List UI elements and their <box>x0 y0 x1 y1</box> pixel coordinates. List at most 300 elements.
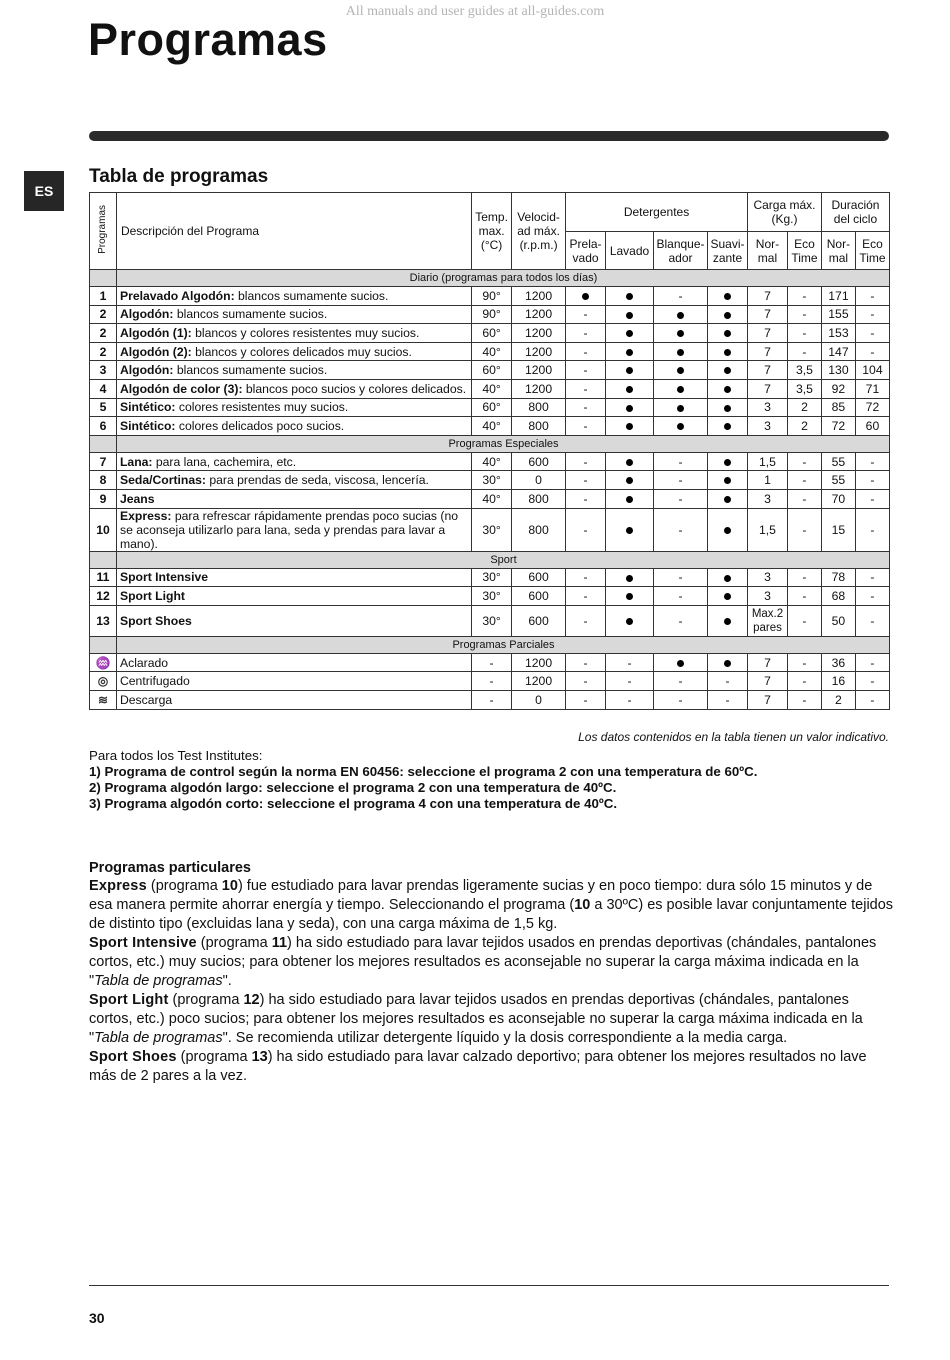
bullet-icon <box>724 349 731 356</box>
test-line: 1) Programa de control según la norma EN 60456: seleccione el programa 2 con una temperatura de 60ºC. <box>89 764 758 779</box>
table-row <box>90 672 890 691</box>
cell-temp: 30° <box>472 508 512 551</box>
col-carga: Carga máx. (Kg.) <box>747 193 821 232</box>
particular-paragraph: Sport Intensive (programa 11) ha sido estudiado para lavar tejidos usados en prendas deportivas (chándales, pantalones cortos, etc.) muy sucios; para obtener los mejores resultados es aconsejable no superar la carga máxima indicada en la "Tabla de programas". <box>89 935 877 989</box>
cell-pre: - <box>566 471 606 490</box>
col-temp: Temp. max. (°C) <box>472 193 512 270</box>
cell-lav: - <box>606 653 654 672</box>
program-description <box>116 508 471 551</box>
cell-min-eco: 60 <box>855 417 889 436</box>
bullet-icon <box>626 459 633 466</box>
bullet-icon <box>626 527 633 534</box>
cell-sua <box>708 452 748 471</box>
cell-temp: - <box>472 653 512 672</box>
cell-kg-eco: 3,5 <box>787 361 821 380</box>
title-rule <box>89 131 889 141</box>
program-detail: blancos y colores resistentes muy sucios. <box>191 325 420 340</box>
bullet-icon <box>626 312 633 319</box>
program-description <box>116 305 471 324</box>
program-description <box>116 324 471 343</box>
cell-sua <box>708 398 748 417</box>
cell-temp: 30° <box>472 605 512 636</box>
cell-rpm: 800 <box>512 417 566 436</box>
table-row <box>90 342 890 361</box>
bullet-icon <box>724 496 731 503</box>
cell-min: 153 <box>821 324 855 343</box>
cell-lav <box>606 471 654 490</box>
cell-sua <box>708 653 748 672</box>
program-name: Lana: <box>119 454 153 469</box>
cell-pre: - <box>566 672 606 691</box>
cell-bla <box>654 305 708 324</box>
cell-sua: - <box>708 690 748 709</box>
program-detail: Descarga <box>119 692 173 707</box>
program-detail: blancos sumamente sucios. <box>234 288 389 303</box>
cell-lav: - <box>606 690 654 709</box>
cell-lav: - <box>606 672 654 691</box>
program-detail: colores delicados poco sucios. <box>175 418 345 433</box>
cell-pre <box>566 287 606 306</box>
program-description <box>116 398 471 417</box>
cell-rpm: 0 <box>512 690 566 709</box>
cell-min: 171 <box>821 287 855 306</box>
section-spacer <box>90 551 117 568</box>
bullet-icon <box>724 618 731 625</box>
cell-rpm: 800 <box>512 489 566 508</box>
cell-lav <box>606 605 654 636</box>
bullet-icon <box>626 293 633 300</box>
cell-rpm: 600 <box>512 452 566 471</box>
cell-sua <box>708 361 748 380</box>
col-programas: Programas <box>90 193 117 270</box>
cell-kg-eco: 2 <box>787 417 821 436</box>
program-icon-cell <box>90 653 117 672</box>
cell-min: 72 <box>821 417 855 436</box>
bullet-icon <box>724 423 731 430</box>
cell-kg: 7 <box>747 342 787 361</box>
cell-kg: 3 <box>747 587 787 606</box>
cell-bla <box>654 417 708 436</box>
cell-bla: - <box>654 605 708 636</box>
col-duracion-eco: Eco Time <box>855 232 889 270</box>
cell-kg-eco: - <box>787 605 821 636</box>
cell-sua <box>708 605 748 636</box>
cell-temp: 30° <box>472 568 512 587</box>
cell-lav <box>606 417 654 436</box>
program-description <box>116 342 471 361</box>
cell-bla <box>654 342 708 361</box>
cell-kg-eco: - <box>787 342 821 361</box>
cell-min: 15 <box>821 508 855 551</box>
program-detail: blancos poco sucios y colores delicados. <box>242 381 467 396</box>
section-title: Programas Especiales <box>116 435 889 452</box>
cell-min-eco: - <box>855 452 889 471</box>
cell-kg: 1,5 <box>747 508 787 551</box>
cell-rpm: 0 <box>512 471 566 490</box>
cell-temp: 60° <box>472 398 512 417</box>
program-number: 6 <box>90 417 117 436</box>
cell-kg: 1,5 <box>747 452 787 471</box>
cell-lav <box>606 398 654 417</box>
col-suavizante: Suavi- zante <box>708 232 748 270</box>
program-description <box>116 672 471 691</box>
program-detail: para refrescar rápidamente prendas poco sucias (no se aconseja utilizarlo para lana, seda y prendas para lavar a mano). <box>119 508 459 551</box>
table-row <box>90 508 890 551</box>
cell-pre: - <box>566 568 606 587</box>
col-carga-eco: Eco Time <box>787 232 821 270</box>
spin-icon: ◎ <box>97 674 109 689</box>
table-heading: Tabla de programas <box>89 166 269 187</box>
section-spacer <box>90 435 117 452</box>
cell-kg-eco: 3,5 <box>787 379 821 398</box>
section-title: Programas Parciales <box>116 636 889 653</box>
cell-min-eco: - <box>855 489 889 508</box>
cell-min-eco: - <box>855 568 889 587</box>
bullet-icon <box>626 386 633 393</box>
cell-min-eco: 72 <box>855 398 889 417</box>
cell-pre: - <box>566 690 606 709</box>
cell-rpm: 1200 <box>512 379 566 398</box>
program-detail: para lana, cachemira, etc. <box>152 454 297 469</box>
bullet-icon <box>677 423 684 430</box>
cell-temp: 90° <box>472 287 512 306</box>
cell-rpm: 1200 <box>512 287 566 306</box>
program-name: Prelavado Algodón: <box>119 288 235 303</box>
cell-kg-eco: - <box>787 587 821 606</box>
program-name: Express: <box>119 508 172 523</box>
bullet-icon <box>724 477 731 484</box>
particular-paragraph: Sport Light (programa 12) ha sido estudiado para lavar tejidos usados en prendas deportivas (chándales, pantalones cortos, etc.) poco sucios; para obtener los mejores resultados es aconsejable no superar la carga máxima indicada en la "Tabla de programas". Se recomienda utilizar detergente líquido y la dosis correspondiente a la media carga. <box>89 992 863 1046</box>
section-title: Diario (programas para todos los días) <box>116 270 889 287</box>
cell-kg: 7 <box>747 379 787 398</box>
cell-sua <box>708 287 748 306</box>
cell-lav <box>606 324 654 343</box>
cell-min-eco: - <box>855 287 889 306</box>
cell-min: 130 <box>821 361 855 380</box>
bullet-icon <box>626 349 633 356</box>
cell-kg: 7 <box>747 324 787 343</box>
cell-rpm: 1200 <box>512 342 566 361</box>
cell-min-eco: 71 <box>855 379 889 398</box>
cell-pre: - <box>566 305 606 324</box>
program-description <box>116 417 471 436</box>
cell-bla: - <box>654 568 708 587</box>
program-name: Algodón: <box>119 363 174 378</box>
cell-temp: 40° <box>472 489 512 508</box>
cell-pre: - <box>566 508 606 551</box>
cell-bla: - <box>654 587 708 606</box>
section-row <box>90 636 890 653</box>
table-note: Los datos contenidos en la tabla tienen un valor indicativo. <box>578 730 889 744</box>
cell-temp: 40° <box>472 417 512 436</box>
cell-min: 85 <box>821 398 855 417</box>
program-number: 4 <box>90 379 117 398</box>
footer-rule <box>89 1285 889 1286</box>
program-description <box>116 489 471 508</box>
col-duracion: Duración del ciclo <box>821 193 889 232</box>
table-row <box>90 379 890 398</box>
cell-min-eco: - <box>855 508 889 551</box>
cell-bla: - <box>654 452 708 471</box>
cell-rpm: 600 <box>512 605 566 636</box>
table-row <box>90 452 890 471</box>
cell-temp: 30° <box>472 471 512 490</box>
cell-min: 55 <box>821 471 855 490</box>
program-number: 2 <box>90 324 117 343</box>
cell-kg-eco: - <box>787 653 821 672</box>
cell-sua <box>708 342 748 361</box>
cell-rpm: 1200 <box>512 324 566 343</box>
cell-sua <box>708 587 748 606</box>
table-row <box>90 653 890 672</box>
cell-bla: - <box>654 508 708 551</box>
program-description <box>116 605 471 636</box>
cell-min-eco: - <box>855 605 889 636</box>
bullet-icon <box>677 386 684 393</box>
cell-kg-eco: - <box>787 471 821 490</box>
program-number: 5 <box>90 398 117 417</box>
program-name: Sport Shoes <box>119 613 192 628</box>
program-description <box>116 471 471 490</box>
table-row <box>90 324 890 343</box>
col-detergentes: Detergentes <box>566 193 748 232</box>
program-number: 9 <box>90 489 117 508</box>
table-row <box>90 489 890 508</box>
bullet-icon <box>626 423 633 430</box>
cell-min: 92 <box>821 379 855 398</box>
drain-icon: ≋ <box>97 692 109 707</box>
cell-min: 36 <box>821 653 855 672</box>
cell-min-eco: - <box>855 305 889 324</box>
particular-paragraph: Sport Shoes (programa 13) ha sido estudiado para lavar calzado deportivo; para obtener los mejores resultados no lave más de 2 pares a la vez. <box>89 1049 867 1084</box>
cell-pre: - <box>566 452 606 471</box>
program-number: 7 <box>90 452 117 471</box>
cell-min: 68 <box>821 587 855 606</box>
program-icon-cell <box>90 690 117 709</box>
cell-lav <box>606 452 654 471</box>
program-description <box>116 690 471 709</box>
program-detail: colores resistentes muy sucios. <box>175 400 349 415</box>
page-title: Programas <box>88 14 328 65</box>
bullet-icon <box>724 575 731 582</box>
cell-kg: 7 <box>747 361 787 380</box>
col-descripcion: Descripción del Programa <box>116 193 471 270</box>
cell-lav <box>606 305 654 324</box>
program-name: Algodón (2): <box>119 344 192 359</box>
program-name: Sport Light <box>119 588 185 603</box>
cell-temp: 40° <box>472 342 512 361</box>
col-velocidad: Velocid- ad máx. (r.p.m.) <box>512 193 566 270</box>
cell-temp: - <box>472 672 512 691</box>
section-row <box>90 435 890 452</box>
table-row <box>90 690 890 709</box>
program-name: Algodón de color (3): <box>119 381 243 396</box>
cell-kg-eco: 2 <box>787 398 821 417</box>
table-row <box>90 287 890 306</box>
col-prelavado: Prela- vado <box>566 232 606 270</box>
table-row <box>90 568 890 587</box>
cell-kg-eco: - <box>787 452 821 471</box>
cell-temp: 40° <box>472 452 512 471</box>
bullet-icon <box>626 405 633 412</box>
bullet-icon <box>677 312 684 319</box>
cell-rpm: 800 <box>512 508 566 551</box>
table-row <box>90 417 890 436</box>
program-name: Algodón: <box>119 307 174 322</box>
bullet-icon <box>724 293 731 300</box>
bullet-icon <box>626 575 633 582</box>
program-icon-cell <box>90 672 117 691</box>
program-number: 2 <box>90 342 117 361</box>
program-name: Sintético: <box>119 418 176 433</box>
cell-min: 50 <box>821 605 855 636</box>
cell-kg: 7 <box>747 287 787 306</box>
section-spacer <box>90 636 117 653</box>
cell-kg: 7 <box>747 690 787 709</box>
cell-kg-eco: - <box>787 672 821 691</box>
cell-kg-eco: - <box>787 508 821 551</box>
program-number: 11 <box>90 568 117 587</box>
cell-kg: 7 <box>747 653 787 672</box>
bullet-icon <box>724 312 731 319</box>
section-spacer <box>90 270 117 287</box>
program-number: 10 <box>90 508 117 551</box>
cell-pre: - <box>566 587 606 606</box>
cell-bla: - <box>654 672 708 691</box>
bullet-icon <box>677 349 684 356</box>
program-name: Sport Intensive <box>119 570 209 585</box>
cell-min: 155 <box>821 305 855 324</box>
program-description <box>116 587 471 606</box>
program-detail: Aclarado <box>119 655 169 670</box>
cell-bla: - <box>654 489 708 508</box>
page-number: 30 <box>89 1310 105 1326</box>
cell-bla: - <box>654 287 708 306</box>
cell-rpm: 1200 <box>512 653 566 672</box>
program-name: Seda/Cortinas: <box>119 473 206 488</box>
cell-kg-eco: - <box>787 690 821 709</box>
cell-temp: - <box>472 690 512 709</box>
bullet-icon <box>724 367 731 374</box>
cell-pre: - <box>566 361 606 380</box>
program-description <box>116 361 471 380</box>
cell-sua <box>708 508 748 551</box>
cell-min: 16 <box>821 672 855 691</box>
cell-lav <box>606 287 654 306</box>
cell-pre: - <box>566 379 606 398</box>
bullet-icon <box>724 330 731 337</box>
cell-kg-eco: - <box>787 489 821 508</box>
programs-table <box>89 192 890 710</box>
program-detail: blancos y colores delicados muy sucios. <box>191 344 412 359</box>
cell-min-eco: - <box>855 342 889 361</box>
test-line: 3) Programa algodón corto: seleccione el programa 4 con una temperatura de 40ºC. <box>89 796 618 811</box>
cell-bla: - <box>654 471 708 490</box>
bullet-icon <box>724 593 731 600</box>
language-tab: ES <box>24 171 64 211</box>
table-body <box>90 270 890 710</box>
cell-min-eco: - <box>855 653 889 672</box>
cell-sua <box>708 568 748 587</box>
cell-rpm: 800 <box>512 398 566 417</box>
col-duracion-normal: Nor- mal <box>821 232 855 270</box>
cell-bla <box>654 361 708 380</box>
cell-bla <box>654 653 708 672</box>
bullet-icon <box>626 367 633 374</box>
program-detail: para prendas de seda, viscosa, lencería. <box>205 473 429 488</box>
cell-min-eco: - <box>855 471 889 490</box>
cell-min: 70 <box>821 489 855 508</box>
bullet-icon <box>724 405 731 412</box>
cell-lav <box>606 379 654 398</box>
bullet-icon <box>724 660 731 667</box>
program-description <box>116 379 471 398</box>
cell-rpm: 1200 <box>512 305 566 324</box>
cell-bla <box>654 324 708 343</box>
cell-pre: - <box>566 342 606 361</box>
table-row <box>90 305 890 324</box>
cell-lav <box>606 587 654 606</box>
cell-temp: 60° <box>472 361 512 380</box>
cell-sua <box>708 417 748 436</box>
bullet-icon <box>724 386 731 393</box>
cell-lav <box>606 489 654 508</box>
bullet-icon <box>677 660 684 667</box>
table-row <box>90 398 890 417</box>
program-name: Algodón (1): <box>119 325 192 340</box>
cell-sua <box>708 324 748 343</box>
cell-min: 55 <box>821 452 855 471</box>
cell-rpm: 1200 <box>512 361 566 380</box>
col-lavado: Lavado <box>606 232 654 270</box>
col-blanqueador: Blanque- ador <box>654 232 708 270</box>
bullet-icon <box>626 496 633 503</box>
cell-kg: 7 <box>747 672 787 691</box>
cell-bla <box>654 398 708 417</box>
cell-min: 2 <box>821 690 855 709</box>
cell-pre: - <box>566 324 606 343</box>
cell-sua: - <box>708 672 748 691</box>
program-description <box>116 452 471 471</box>
cell-temp: 40° <box>472 379 512 398</box>
cell-min-eco: - <box>855 672 889 691</box>
test-line: 2) Programa algodón largo: seleccione el programa 2 con una temperatura de 40ºC. <box>89 780 617 795</box>
cell-rpm: 600 <box>512 587 566 606</box>
cell-kg: 3 <box>747 568 787 587</box>
bullet-icon <box>626 477 633 484</box>
cell-lav <box>606 361 654 380</box>
program-name: Sintético: <box>119 400 176 415</box>
cell-sua <box>708 489 748 508</box>
cell-kg: 3 <box>747 489 787 508</box>
cell-sua <box>708 305 748 324</box>
bullet-icon <box>677 367 684 374</box>
cell-kg: 1 <box>747 471 787 490</box>
cell-min: 78 <box>821 568 855 587</box>
cell-lav <box>606 508 654 551</box>
particular-paragraph: Express (programa 10) fue estudiado para lavar prendas ligeramente sucias y en poco tiempo: dura sólo 15 minutos y de esa manera permite ahorrar energía y tiempo. Seleccionando el programa (10 a 30ºC) es posible lavar conjuntamente tejidos de distinto tipo (excluidas lana y seda), con una carga máxima de 1,5 kg. <box>89 878 894 932</box>
watermark: All manuals and user guides at all-guides.com <box>345 4 605 19</box>
cell-rpm: 600 <box>512 568 566 587</box>
cell-min-eco: 104 <box>855 361 889 380</box>
program-number: 12 <box>90 587 117 606</box>
program-detail: Centrifugado <box>119 674 190 689</box>
cell-min: 147 <box>821 342 855 361</box>
table-row <box>90 605 890 636</box>
cell-bla <box>654 379 708 398</box>
test-intro: Para todos los Test Institutes: <box>89 748 263 763</box>
cell-rpm: 1200 <box>512 672 566 691</box>
